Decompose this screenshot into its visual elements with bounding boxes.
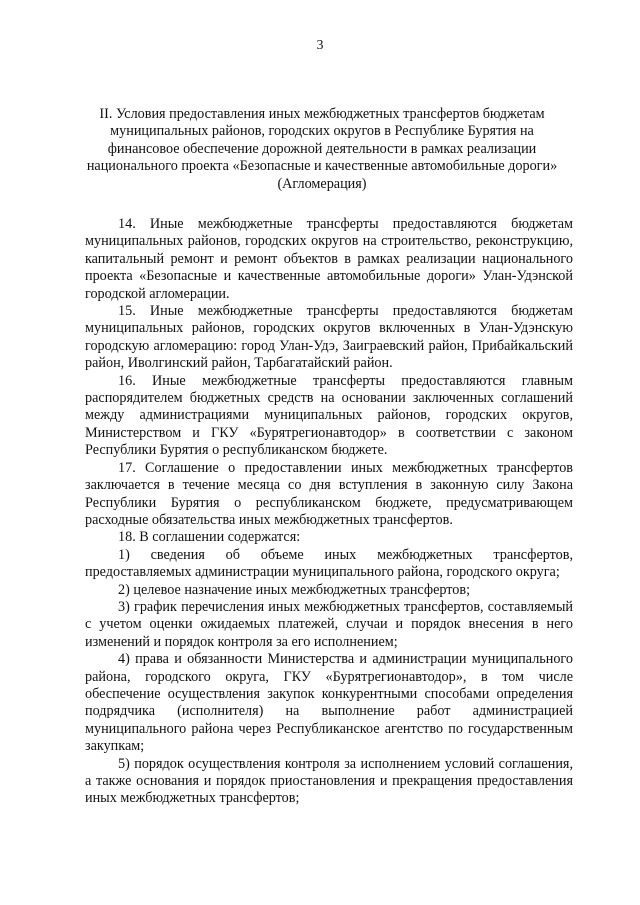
list-item-5: 5) порядок осуществления контроля за исполнением условий соглашения, а также основания и порядок приостановления и прекращения предоставления иных межбюджетных трансфертов;	[85, 755, 573, 807]
paragraph-18: 18. В соглашении содержатся:	[118, 529, 301, 546]
list-item-2: 2) целевое назначение иных межбюджетных трансфертов;	[118, 581, 471, 598]
paragraph-15: 15. Иные межбюджетные трансферты предоставляются бюджетам муниципальных районов, городских округов включенных в Улан-Удэнскую городскую агломерацию: город Улан-Удэ, Заиграевский район, Прибайкальский район, Иволгинский район, Тарбагатайский район.	[85, 303, 573, 372]
list-item-1: 1) сведения об объеме иных межбюджетных трансфертов, предоставляемых администрации муниципального района, городского округа;	[85, 546, 573, 581]
paragraph-17: 17. Соглашение о предоставлении иных межбюджетных трансфертов заключается в течение месяца со дня вступления в законную силу Закона Республики Бурятия о республиканском бюджете, предусматривающем расходные обязательства иных межбюджетных трансфертов.	[85, 459, 573, 528]
paragraph-14: 14. Иные межбюджетные трансферты предоставляются бюджетам муниципальных районов, городских округов на строительство, реконструкцию, капитальный ремонт и ремонт объектов в рамках реализации национального проекта «Безопасные и качественные автомобильные дороги» Улан-Удэнской городской агломерации.	[85, 216, 573, 302]
document-body	[85, 216, 573, 808]
list-item-3: 3) график перечисления иных межбюджетных трансфертов, составляемый с учетом оценки ожидаемых платежей, случаи и порядок внесения в него изменений и порядок контроля за его исполнением;	[85, 598, 573, 650]
paragraph-16: 16. Иные межбюджетные трансферты предоставляются главным распорядителем бюджетных средств на основании заключенных соглашений между администрациями муниципальных районов, городских округов, Министерством и ГКУ «Бурятрегионавтодор» в соответствии с законом Республики Бурятия о республиканском бюджете.	[85, 372, 573, 459]
section-heading: II. Условия предоставления иных межбюджетных трансфертов бюджетам муниципальных районов, городских округов в Республике Бурятия на финансовое обеспечение дорожной деятельности в рамках реализации национального проекта «Безопасные и качественные автомобильные дороги» (Агломерация)	[86, 106, 558, 192]
page-number: 3	[316, 38, 324, 53]
list-item-4: 4) права и обязанности Министерства и администрации муниципального района, городского округа, ГКУ «Бурятрегионавтодор», в том числе обеспечение осуществления закупок конкурентными способами определения подрядчика (исполнителя) на выполнение работ администрацией муниципального района через Республиканское агентство по государственным закупкам;	[85, 651, 573, 755]
